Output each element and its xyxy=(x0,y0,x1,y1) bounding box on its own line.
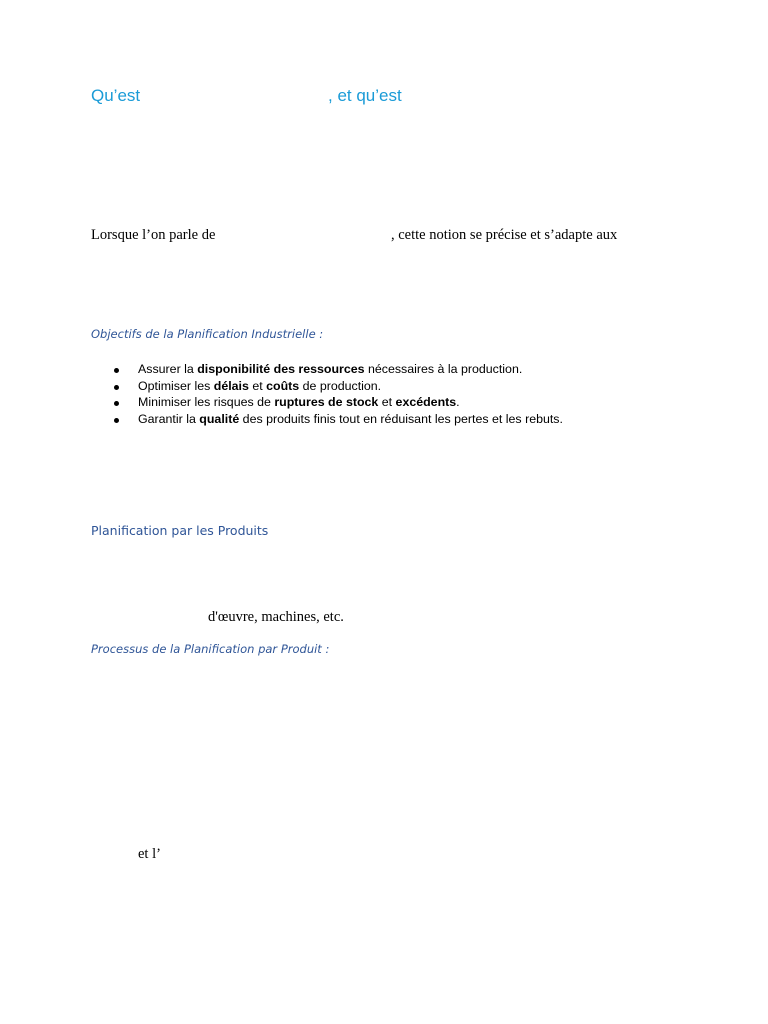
bullet-icon xyxy=(114,418,119,423)
title-fragment-1: Qu’est xyxy=(91,86,141,105)
product-planning-fragment: d'œuvre, machines, etc. xyxy=(208,609,344,625)
product-planning-heading: Planification par les Produits xyxy=(91,523,269,538)
list-item: Minimiser les risques de ruptures de stock et excédents. xyxy=(110,394,563,411)
bullet-icon xyxy=(114,368,119,373)
intro-fragment-2: , cette notion se précise et s’adapte aux xyxy=(391,227,618,243)
bullet-icon xyxy=(114,385,119,390)
objectives-list xyxy=(110,361,563,427)
title-fragment-2: , et qu’est xyxy=(328,86,402,105)
bottom-fragment: et l’ xyxy=(138,846,161,862)
objectives-heading: Objectifs de la Planification Industrielle : xyxy=(91,327,324,341)
bullet-icon xyxy=(114,401,119,406)
list-item: Optimiser les délais et coûts de production. xyxy=(110,378,563,395)
intro-fragment-1: Lorsque l’on parle de xyxy=(91,227,216,243)
list-item: Assurer la disponibilité des ressources nécessaires à la production. xyxy=(110,361,563,378)
list-item: Garantir la qualité des produits finis tout en réduisant les pertes et les rebuts. xyxy=(110,411,563,428)
process-heading: Processus de la Planification par Produit : xyxy=(91,642,330,656)
